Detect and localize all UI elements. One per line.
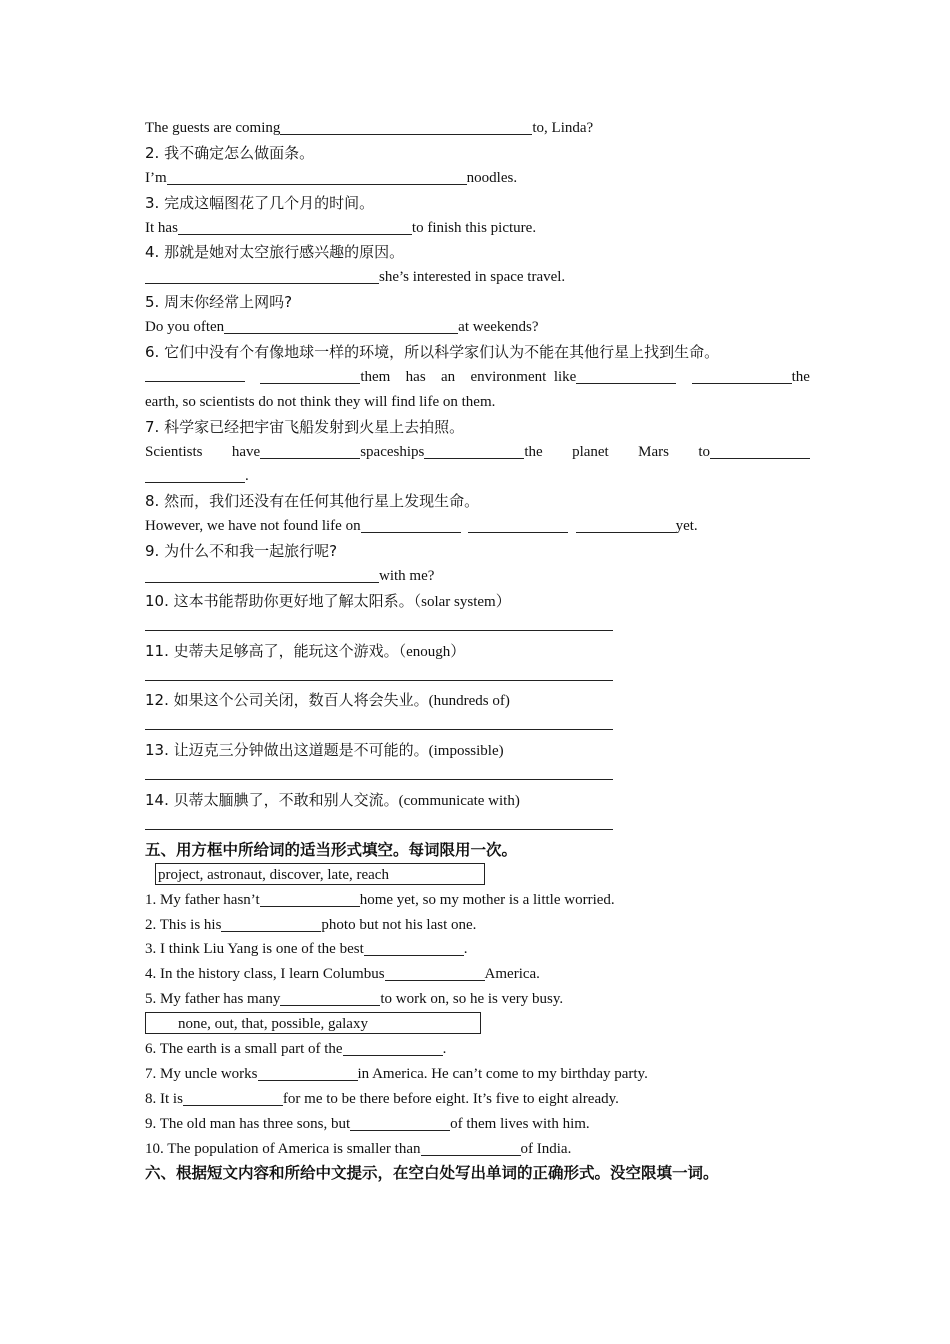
blank[interactable] [280,989,380,1006]
section-5-title: 五、用方框中所给词的适当形式填空。每词限用一次。 [145,840,518,859]
blank[interactable] [260,367,360,384]
q14-answer-line[interactable] [145,813,810,838]
s5-item-9: 9. The old man has three sons, but of them lives with him. [145,1115,590,1132]
blank[interactable] [221,915,321,932]
q2-answer-line: I’m noodles. [145,169,518,186]
word-box-1: project, astronaut, discover, late, reach [155,863,485,885]
q6-continuation: earth, so scientists do not think they will find life on them. [145,393,496,410]
q10-answer-line[interactable] [145,614,810,639]
word-box-2: none, out, that, possible, galaxy [145,1012,481,1034]
q12-answer-line[interactable] [145,713,810,738]
blank[interactable] [167,168,467,185]
q7-prompt: 7. 科学家已经把宇宙飞船发射到火星上去拍照。 [145,417,465,436]
blank[interactable] [178,218,412,235]
blank[interactable] [385,964,485,981]
s5-item-2: 2. This is his photo but not his last one. [145,916,477,933]
q13-answer-line[interactable] [145,763,810,788]
blank[interactable] [145,566,379,583]
q6-answer-line: them has an environment like the [145,365,810,390]
blank[interactable] [224,317,458,334]
q2-prompt: 2. 我不确定怎么做面条。 [145,143,315,162]
s5-item-8: 8. It is for me to be there before eight. It’s five to eight already. [145,1090,619,1107]
q10-prompt: 10. 这本书能帮助你更好地了解太阳系。（solar system） [145,591,511,610]
q9-prompt: 9. 为什么不和我一起旅行呢? [145,542,338,561]
q8-answer-line: However, we have not found life on yet. [145,518,698,535]
q7-continuation: . [145,464,810,489]
q8-prompt: 8. 然而，我们还没有在任何其他行星上发现生命。 [145,492,480,511]
blank[interactable] [260,442,360,459]
blank[interactable] [145,267,379,284]
blank[interactable] [692,367,792,384]
s5-item-5: 5. My father has many to work on, so he is very busy. [145,991,564,1008]
q4-prompt: 4. 那就是她对太空旅行感兴趣的原因。 [145,243,405,262]
blank[interactable] [710,442,810,459]
blank[interactable] [145,365,245,382]
blank[interactable] [424,442,524,459]
s5-item-7: 7. My uncle works in America. He can’t come to my birthday party. [145,1065,648,1082]
q4-answer-line: she’s interested in space travel. [145,265,810,290]
word-box-1-row [145,863,810,888]
blank[interactable] [258,1064,358,1081]
blank[interactable] [145,466,245,483]
blank[interactable] [468,516,568,533]
word-box-2-row [145,1012,810,1037]
q12-prompt: 12. 如果这个公司关闭，数百人将会失业。(hundreds of) [145,691,510,710]
q14-prompt: 14. 贝蒂太腼腆了，不敢和别人交流。(communicate with) [145,791,520,810]
q13-prompt: 13. 让迈克三分钟做出这道题是不可能的。(impossible) [145,741,504,760]
worksheet-page [145,116,810,1186]
blank[interactable] [361,516,461,533]
blank[interactable] [280,118,532,135]
q6-prompt: 6. 它们中没有个有像地球一样的环境，所以科学家们认为不能在其他行星上找到生命。 [145,343,720,362]
q1-answer-line: The guests are coming to, Linda? [145,120,594,136]
q11-prompt: 11. 史蒂夫足够高了，能玩这个游戏。（enough） [145,641,466,660]
s5-item-10: 10. The population of America is smaller than of India. [145,1140,572,1157]
blank[interactable] [364,939,464,956]
q3-prompt: 3. 完成这幅图花了几个月的时间。 [145,193,375,212]
s5-item-1: 1. My father hasn’t home yet, so my mother is a little worried. [145,891,615,908]
blank[interactable] [260,890,360,907]
q5-prompt: 5. 周末你经常上网吗? [145,293,293,312]
q7-answer-line: Scientists have spaceships the planet Mars to [145,440,810,465]
blank[interactable] [421,1139,521,1156]
blank[interactable] [576,367,676,384]
s5-item-3: 3. I think Liu Yang is one of the best . [145,941,468,958]
s5-item-4: 4. In the history class, I learn Columbus America. [145,966,540,983]
section-6-title: 六、根据短文内容和所给中文提示，在空白处写出单词的正确形式。没空限填一词。 [145,1164,719,1183]
blank[interactable] [183,1089,283,1106]
blank[interactable] [343,1039,443,1056]
q5-answer-line: Do you often at weekends? [145,319,539,336]
q3-answer-line: It has to finish this picture. [145,219,537,236]
blank[interactable] [576,516,676,533]
s5-item-6: 6. The earth is a small part of the . [145,1040,447,1057]
blank[interactable] [350,1114,450,1131]
q11-answer-line[interactable] [145,664,810,689]
q9-answer-line: with me? [145,564,810,589]
